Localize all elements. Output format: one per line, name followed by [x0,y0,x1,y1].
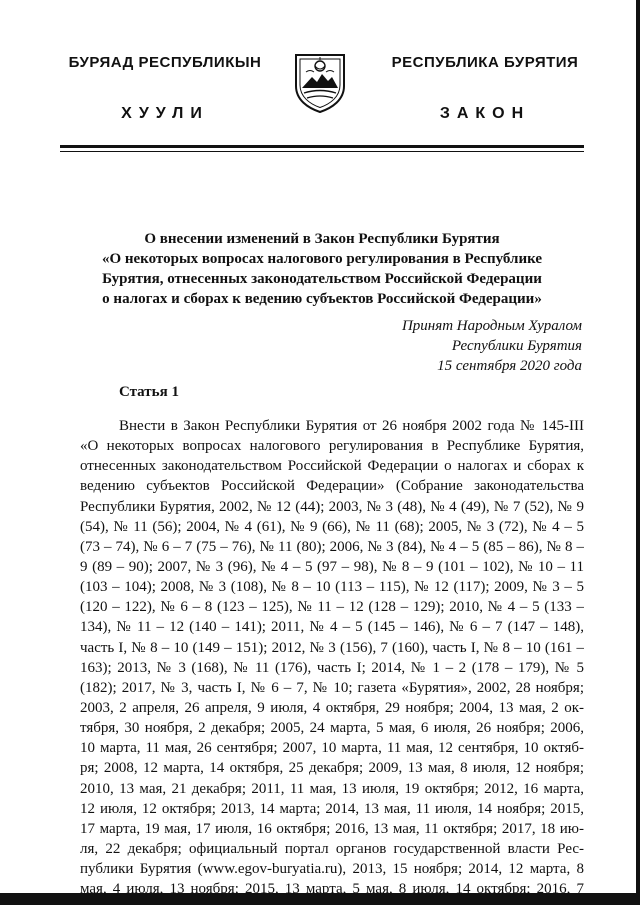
body-line: отнесенных законодательством Российской Федерации о налогах и сборах к [80,458,584,475]
law-title-line: О внесении изменений в Закон Республики Бурятия [144,231,500,247]
header-russian [385,0,585,123]
header-divider-thin [60,151,584,152]
body-line: публики Бурятия (www.egov-buryatia.ru), 2013, 15 ноября; 2014, 12 марта, 8 [80,861,584,878]
body-line: 12 июля, 12 октября; 2013, 14 марта; 2014, 13 мая, 11 июля, 14 ноября; 2015, [80,800,584,817]
body-line: (73 – 74), № 6 – 7 (75 – 76), № 11 (80); 2006, № 3 (84), № 4 – 5 (85 – 86), № 8 – [80,538,584,555]
article-heading: Статья 1 [119,384,179,400]
law-title-line: о налогах и сборах к ведению субъектов Российской Федерации» [102,291,542,307]
law-title-line: Бурятия, отнесенных законодательством Российской Федерации [102,271,542,287]
body-line: ведению субъектов Российской Федерации» (Собрание законодательства [80,478,584,495]
body-line: (182); 2017, № 3, часть I, № 6 – 7, № 10; газета «Бурятия», 2002, 28 ноября; [80,679,584,696]
body-line: 2003, 2 апреля, 26 апреля, 9 июля, 4 октября, 29 ноября; 2004, 13 мая, 2 ок- [80,699,584,716]
adoption-note [402,316,582,376]
header-buryat [60,0,270,123]
coat-of-arms-icon [292,50,348,114]
body-line: (120 – 122), № 6 – 8 (123 – 125), № 11 – 12 (128 – 129); 2010, № 4 – 5 (133 – [80,599,584,616]
body-line: ря; 2008, 12 марта, 14 октября, 25 декабря; 2009, 13 мая, 8 июля, 12 ноября; [80,760,584,777]
body-line: ля, 22 декабря; официальный портал органов государственной власти Рес- [80,840,584,857]
scan-edge-right [636,0,640,905]
body-line: Республики Бурятия, 2002, № 12 (44); 2003, № 3 (48), № 4 (49), № 7 (52), № 9 [80,498,584,515]
adoption-line: Республики Бурятия [451,338,582,354]
header-russian-law: ЗАКОН [439,105,531,122]
body-line: (54), № 11 (56); 2004, № 4 (61), № 9 (66), № 11 (68); 2005, № 3 (72), № 4 – 5 [80,518,584,535]
body-line: 134), № 11 – 12 (140 – 141); 2011, № 4 – 5 (145 – 146), № 6 – 7 (147 – 148), [80,619,584,636]
article-body [80,416,584,899]
body-line: 10 марта, 11 мая, 26 сентября; 2007, 10 марта, 11 мая, 12 сентября, 10 октяб- [80,740,584,757]
body-line: 17 марта, 19 мая, 17 июля, 16 октября; 2016, 13 мая, 11 октября; 2017, 18 ию- [80,820,584,837]
body-line: «О некоторых вопросах налогового регулирования в Республике Бурятия, [80,438,584,455]
body-line: 2010, 13 мая, 21 декабря; 2011, 11 мая, 13 июля, 19 октября; 2012, 16 марта, [80,780,584,797]
header-russian-republic: РЕСПУБЛИКА БУРЯТИЯ [391,54,579,71]
law-title [60,229,584,309]
body-line: 9 (89 – 90); 2007, № 3 (96), № 4 – 5 (97 – 98), № 8 – 9 (101 – 102), № 10 – 11 [80,558,584,575]
body-line: (103 – 104); 2008, № 3 (108), № 8 – 10 (113 – 115), № 12 (117); 2009, № 3 – 5 [80,579,584,596]
body-line: часть I, № 8 – 10 (149 – 151); 2012, № 3 (156), 7 (160), часть I, № 8 – 10 (161 – [80,639,584,656]
adoption-date: 15 сентября 2020 года [437,358,582,374]
header-buryat-law: ХУУЛИ [121,105,209,122]
body-line: мая, 4 июля, 13 ноября; 2015, 13 марта, 5 мая, 8 июля, 14 октября; 2016, 7 [80,881,584,898]
body-line: 163); 2013, № 3 (168), № 11 (176), часть I; 2014, № 1 – 2 (178 – 179), № 5 [80,659,584,676]
adoption-line: Принят Народным Хуралом [401,318,582,334]
body-line: Внести в Закон Республики Бурятия от 26 ноября 2002 года № 145-III [119,418,584,434]
header-buryat-republic: БУРЯАД РЕСПУБЛИКЫН [68,54,262,71]
body-line: тября, 30 ноября, 2 декабря; 2005, 24 марта, 5 мая, 6 июля, 26 ноября; 2006, [80,720,584,737]
header-divider-thick [60,145,584,148]
law-title-line: «О некоторых вопросах налогового регулирования в Республике [101,251,543,267]
